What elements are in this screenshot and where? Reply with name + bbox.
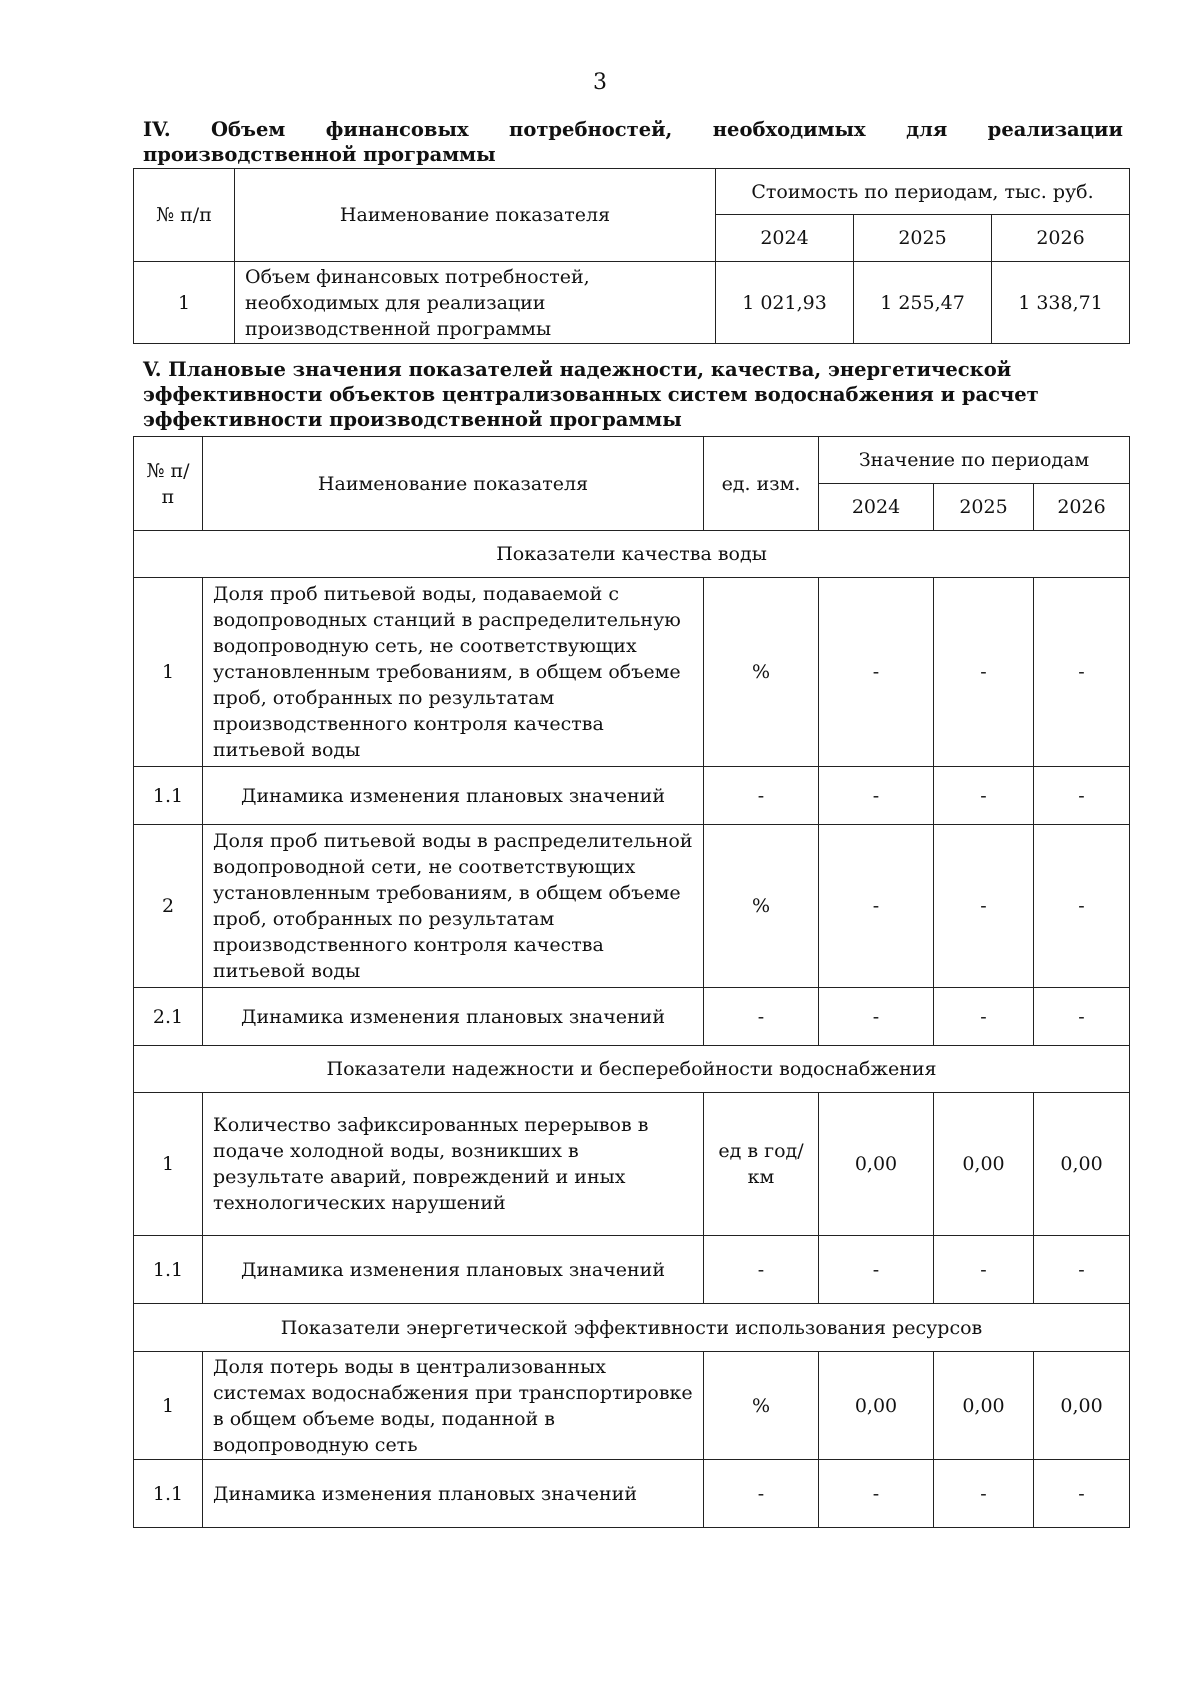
row-name: Количество зафиксированных перерывов в подаче холодной воды, возникших в результате аварий, повреждений и иных технологических нарушений (203, 1093, 704, 1236)
table-row (134, 578, 1130, 767)
table-row (134, 825, 1130, 988)
row-value: - (1034, 767, 1130, 825)
row-value: - (934, 767, 1034, 825)
row-unit: % (704, 1352, 819, 1460)
header-num: № п/п (134, 169, 235, 262)
row-value: - (934, 1236, 1034, 1304)
row-name: Динамика изменения плановых значений (203, 988, 704, 1046)
row-num: 1 (134, 262, 235, 344)
section-4-title: IV. Объем финансовых потребностей, необходимых для реализации производственной программы (143, 118, 1123, 166)
row-unit: % (704, 578, 819, 767)
row-value: - (819, 825, 934, 988)
row-value: 0,00 (819, 1093, 934, 1236)
row-value: - (1034, 578, 1130, 767)
row-value: 1 255,47 (854, 262, 992, 344)
row-num: 1.1 (134, 1236, 203, 1304)
row-value: - (934, 578, 1034, 767)
group-title: Показатели качества воды (134, 531, 1130, 578)
row-unit: - (704, 1460, 819, 1528)
row-value: - (1034, 825, 1130, 988)
header-year: 2025 (854, 215, 992, 262)
row-num: 2 (134, 825, 203, 988)
row-value: 0,00 (934, 1093, 1034, 1236)
row-value: - (934, 1460, 1034, 1528)
table-row (134, 1352, 1130, 1460)
header-year: 2026 (1034, 484, 1130, 531)
table-row (134, 262, 1130, 344)
row-name: Динамика изменения плановых значений (203, 1460, 704, 1528)
row-num: 1 (134, 1352, 203, 1460)
row-value: - (819, 578, 934, 767)
row-value: 0,00 (934, 1352, 1034, 1460)
row-num: 1 (134, 1093, 203, 1236)
row-name: Динамика изменения плановых значений (203, 1236, 704, 1304)
row-num: 1 (134, 578, 203, 767)
page-number: 3 (593, 70, 607, 95)
row-value: 1 021,93 (716, 262, 854, 344)
group-title: Показатели надежности и бесперебойности водоснабжения (134, 1046, 1130, 1093)
row-name: Доля проб питьевой воды в распределительной водопроводной сети, не соответствующих установленным требованиям, в общем объеме проб, отобранных по результатам производственного контроля качества питьевой воды (203, 825, 704, 988)
row-value: - (819, 988, 934, 1046)
table-row (134, 767, 1130, 825)
header-year: 2025 (934, 484, 1034, 531)
row-unit: ед в год/ км (704, 1093, 819, 1236)
header-unit: ед. изм. (704, 437, 819, 531)
section-5-title: V. Плановые значения показателей надежности, качества, энергетической эффективности объектов централизованных систем водоснабжения и расчет эффективности производственной программы (143, 358, 1039, 431)
table-row (134, 1236, 1130, 1304)
row-value: - (819, 767, 934, 825)
financial-needs-table (133, 168, 1130, 344)
header-year: 2024 (716, 215, 854, 262)
row-value: 1 338,71 (992, 262, 1130, 344)
row-unit: - (704, 1236, 819, 1304)
row-unit: % (704, 825, 819, 988)
row-value: - (934, 988, 1034, 1046)
header-value: Значение по периодам (819, 437, 1130, 484)
row-value: - (1034, 1460, 1130, 1528)
table-row (134, 988, 1130, 1046)
row-value: - (1034, 1236, 1130, 1304)
row-num: 1.1 (134, 767, 203, 825)
row-value: - (819, 1460, 934, 1528)
header-num: № п/п (134, 437, 203, 531)
indicators-table (133, 436, 1130, 1528)
row-name: Доля потерь воды в централизованных системах водоснабжения при транспортировке в общем объеме воды, поданной в водопроводную сеть (203, 1352, 704, 1460)
row-num: 1.1 (134, 1460, 203, 1528)
row-name: Динамика изменения плановых значений (203, 767, 704, 825)
row-num: 2.1 (134, 988, 203, 1046)
header-name: Наименование показателя (235, 169, 716, 262)
row-unit: - (704, 767, 819, 825)
row-value: - (934, 825, 1034, 988)
header-year: 2026 (992, 215, 1130, 262)
row-unit: - (704, 988, 819, 1046)
table-row (134, 1093, 1130, 1236)
row-value: 0,00 (1034, 1352, 1130, 1460)
row-name: Доля проб питьевой воды, подаваемой с водопроводных станций в распределительную водопроводную сеть, не соответствующих установленным требованиям, в общем объеме проб, отобранных по результатам производственного контроля качества питьевой воды (203, 578, 704, 767)
row-name: Объем финансовых потребностей, необходимых для реализации производственной программы (235, 262, 716, 344)
row-value: 0,00 (1034, 1093, 1130, 1236)
header-cost: Стоимость по периодам, тыс. руб. (716, 169, 1130, 215)
group-title: Показатели энергетической эффективности использования ресурсов (134, 1304, 1130, 1352)
row-value: 0,00 (819, 1352, 934, 1460)
header-name: Наименование показателя (203, 437, 704, 531)
header-year: 2024 (819, 484, 934, 531)
table-row (134, 1460, 1130, 1528)
row-value: - (1034, 988, 1130, 1046)
row-value: - (819, 1236, 934, 1304)
